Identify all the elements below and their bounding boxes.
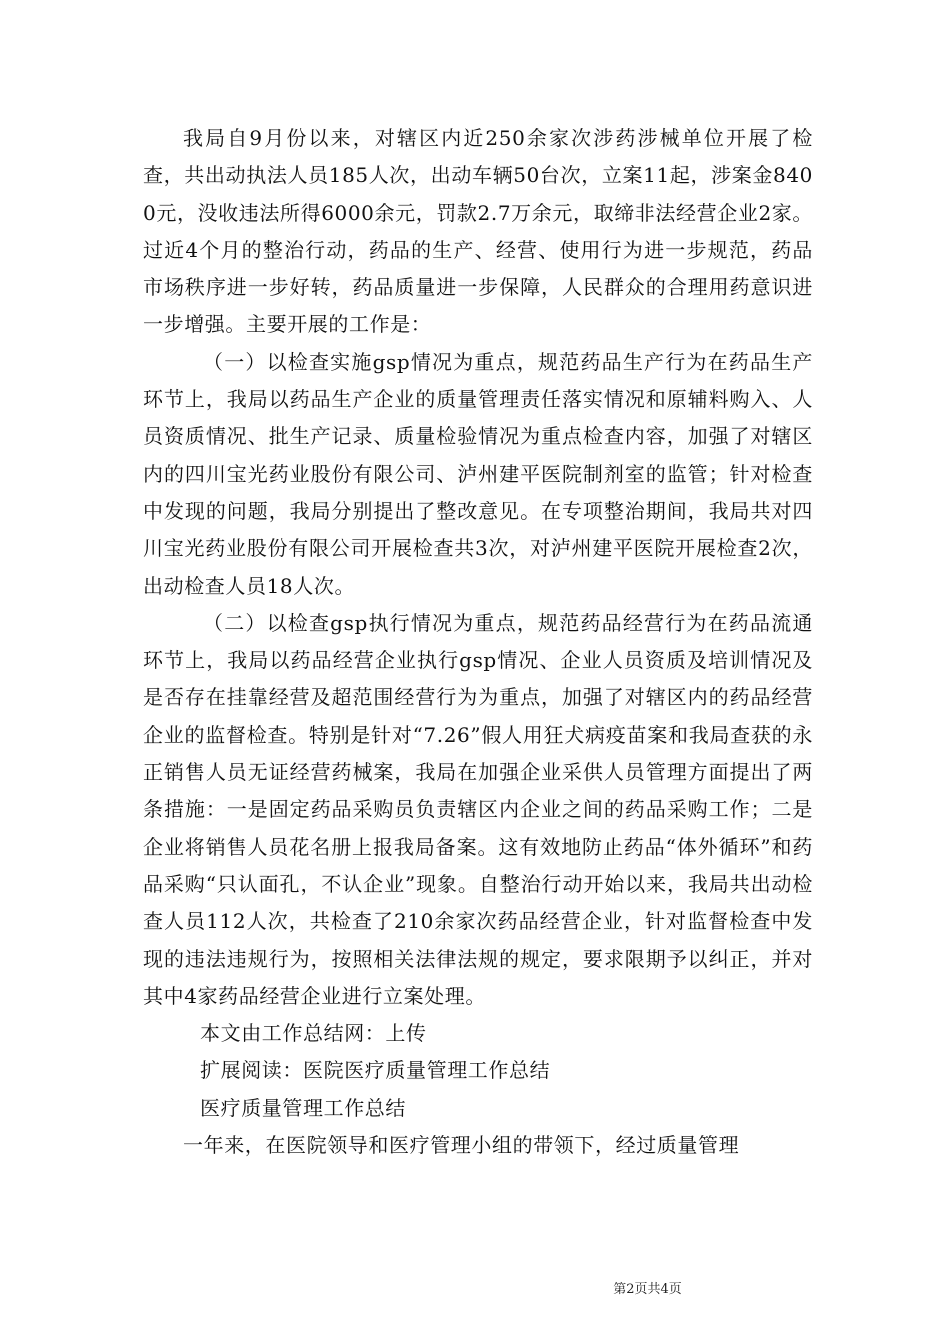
- section-subtitle: 医疗质量管理工作总结: [200, 1095, 406, 1120]
- paragraph-intro: 我局自9月份以来，对辖区内近250余家次涉药涉械单位开展了检查，共出动执法人员185人次，出动车辆50台次，立案11起，涉案金8400元，没收违法所得6000余元，罚款2.7万余元，取缔非法经营企业2家。过近4个月的整治行动，药品的生产、经营、使用行为进一步规范，药品市场秩序进一步好转，药品质量进一步保障，人民群众的合理用药意识进一步增强。主要开展的工作是：: [143, 126, 813, 337]
- source-line: 本文由工作总结网：上传: [200, 1021, 427, 1046]
- document-body: [143, 120, 813, 1164]
- paragraph-distribution: （二）以检查gsp执行情况为重点，规范药品经营行为在药品流通环节上，我局以药品经营企业执行gsp情况、企业人员资质及培训情况及是否存在挂靠经营及超范围经营行为为重点，加强了对辖区内的药品经营企业的监督检查。特别是针对“7.26”假人用狂犬病疫苗案和我局查获的永正销售人员无证经营药械案，我局在加强企业采供人员管理方面提出了两条措施：一是固定药品采购员负责辖区内企业之间的药品采购工作；二是企业将销售人员花名册上报我局备案。这有效地防止药品“体外循环”和药品采购“只认面孔，不认企业”现象。自整治行动开始以来，我局共出动检查人员112人次，共检查了210余家次药品经营企业，针对监督检查中发现的违法违规行为，按照相关法律法规的规定，要求限期予以纠正，并对其中4家药品经营企业进行立案处理。: [143, 610, 813, 1008]
- paragraph-summary-start: 一年来，在医院领导和医疗管理小组的带领下，经过质量管理: [183, 1133, 740, 1158]
- paragraph-production: （一）以检查实施gsp情况为重点，规范药品生产行为在药品生产环节上，我局以药品生产企业的质量管理责任落实情况和原辅料购入、人员资质情况、批生产记录、质量检验情况为重点检查内容，加强了对辖区内的四川宝光药业股份有限公司、泸州建平医院制剂室的监管；针对检查中发现的问题，我局分别提出了整改意见。在专项整治期间，我局共对四川宝光药业股份有限公司开展检查共3次，对泸州建平医院开展检查2次，出动检查人员18人次。: [143, 349, 813, 598]
- extended-reading-line: 扩展阅读：医院医疗质量管理工作总结: [200, 1058, 551, 1083]
- page-footer: [0, 1278, 950, 1297]
- page-number: 第2页共4页: [613, 1282, 682, 1297]
